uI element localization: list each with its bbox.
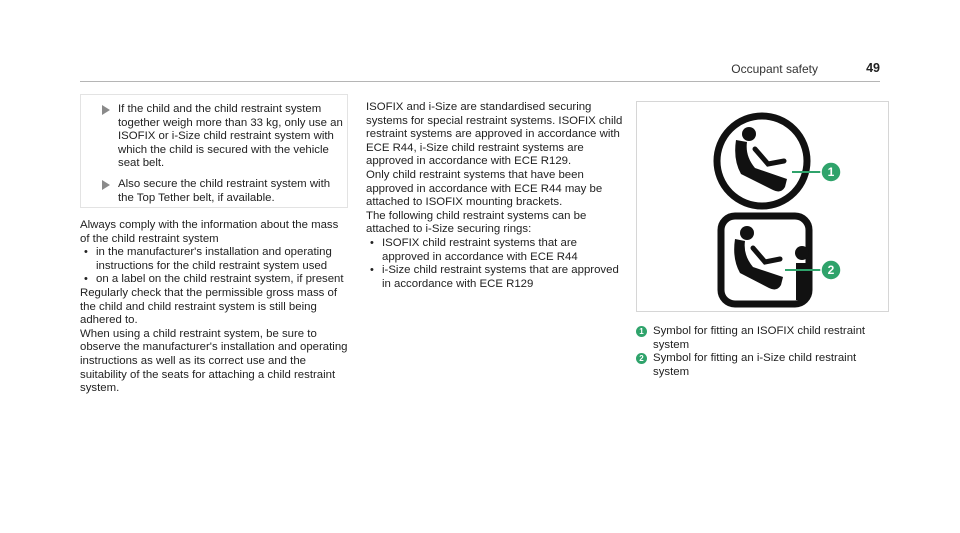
header-divider: [80, 81, 880, 82]
list-item: • i-Size child restraint systems that are approved in accordance with ECE R129: [366, 264, 624, 291]
note-box: [80, 94, 348, 208]
paragraph: The following child restraint systems can be attached to i-Size securing rings:: [366, 209, 587, 236]
list-item: • in the manufacturer's installation and operating instructions for the child restraint system used: [80, 246, 348, 273]
paragraph: Regularly check that the permissible gross mass of the child and child restraint system is still being adhered to.: [80, 286, 338, 327]
page-number: 49: [866, 61, 880, 75]
isofix-symbol-icon: [717, 116, 807, 206]
caption-item: [636, 325, 886, 352]
caption-text: Symbol for fitting an i-Size child restraint system: [653, 352, 857, 378]
isize-symbol-icon: [721, 216, 809, 304]
left-column: [80, 219, 348, 396]
note-text: If the child and the child restraint system together weigh more than 33 kg, only use an ISOFIX or i-Size child restraint system with which the child is secured with the vehicle seat belt.: [118, 103, 343, 170]
paragraph: Only child restraint systems that have been approved in accordance with ECE R44 may be attached to ISOFIX mounting brackets.: [366, 168, 603, 209]
bullet-list: [366, 237, 624, 291]
number-badge: 2: [636, 353, 647, 364]
note-item: [102, 103, 344, 171]
caption-text: Symbol for fitting an ISOFIX child restraint system: [653, 325, 866, 351]
number-badge: 1: [636, 326, 647, 337]
bullet-list: [80, 246, 348, 287]
section-title: Occupant safety: [731, 62, 818, 76]
list-item: • on a label on the child restraint system, if present: [80, 273, 348, 287]
note-text: Also secure the child restraint system with the Top Tether belt, if available.: [118, 178, 331, 204]
callout-1: [792, 162, 841, 182]
arrow-right-icon: [102, 180, 110, 190]
callout-number: 1: [827, 165, 835, 179]
note-item: [102, 178, 344, 205]
paragraph: When using a child restraint system, be sure to observe the manufacturer's installation and operating instructions as well as its correct use and the suitability of the seats for attaching a child restraint system.: [80, 327, 348, 395]
caption-item: [636, 352, 886, 379]
callout-2: [785, 260, 841, 280]
figure-captions: [636, 325, 886, 379]
figure-box: [636, 101, 889, 312]
paragraph: ISOFIX and i-Size are standardised securing systems for special restraint systems. ISOFIX child restraint systems are approved in accordance with ECE R44, i-Size child restraint systems are approved in accordance with ECE R129.: [366, 101, 623, 168]
paragraph: Always comply with the information about the mass of the child restraint system: [80, 219, 339, 245]
isofix-isize-symbols-figure: [637, 102, 890, 313]
middle-column: [366, 101, 624, 291]
list-item: • ISOFIX child restraint systems that are approved in accordance with ECE R44: [366, 237, 624, 264]
callout-number: 2: [827, 263, 835, 277]
arrow-right-icon: [102, 105, 110, 115]
